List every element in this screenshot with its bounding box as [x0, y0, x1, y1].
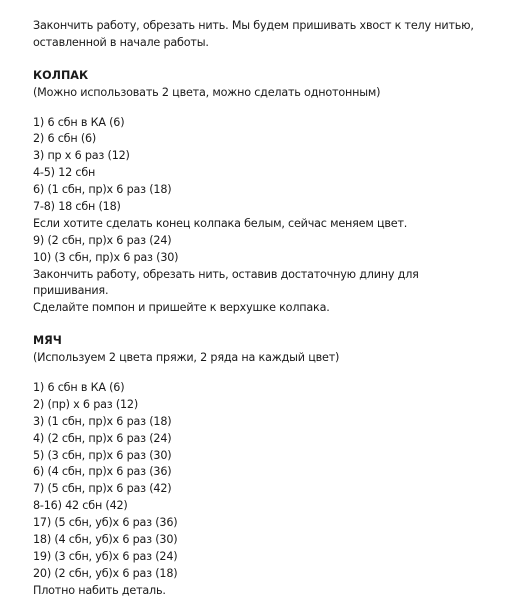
pattern-row: 4) (2 сбн, пр)х 6 раз (24) [33, 431, 172, 445]
pattern-row: 18) (4 сбн, уб)х 6 раз (30) [33, 533, 178, 547]
intro-paragraph [33, 18, 473, 52]
pattern-note: пришивания. [33, 284, 109, 298]
pattern-row: 4-5) 12 сбн [33, 166, 96, 180]
ball-title: МЯЧ [33, 334, 62, 348]
pattern-row: 10) (3 сбн, пр)х 6 раз (30) [33, 250, 179, 264]
intro-line: оставленной в начале работы. [33, 35, 209, 49]
pattern-row: 7) (5 сбн, пр)х 6 раз (42) [33, 482, 172, 496]
pattern-note: Сделайте помпон и пришейте к верхушке колпака. [33, 301, 330, 315]
ball-section [33, 333, 473, 599]
pattern-row: 5) (3 сбн, пр)х 6 раз (30) [33, 448, 172, 462]
hat-subtitle: (Можно использовать 2 цвета, можно сделать однотонным) [33, 85, 381, 99]
hat-title: КОЛПАК [33, 68, 89, 82]
ball-subtitle: (Используем 2 цвета пряжи, 2 ряда на каждый цвет) [33, 351, 340, 365]
pattern-row: 3) пр х 6 раз (12) [33, 149, 130, 163]
document-page [33, 18, 473, 600]
pattern-row: 1) 6 сбн в КА (6) [33, 115, 125, 129]
pattern-row: 2) 6 сбн (6) [33, 132, 97, 146]
pattern-row: 19) (3 сбн, уб)х 6 раз (24) [33, 549, 178, 563]
pattern-note: Если хотите сделать конец колпака белым, сейчас меняем цвет. [33, 216, 408, 230]
ball-rows [33, 380, 473, 600]
pattern-row: 20) (2 сбн, уб)х 6 раз (18) [33, 566, 178, 580]
hat-section [33, 68, 473, 317]
pattern-row: 6) (1 сбн, пр)х 6 раз (18) [33, 183, 172, 197]
pattern-row: 9) (2 сбн, пр)х 6 раз (24) [33, 233, 172, 247]
pattern-row: 2) (пр) х 6 раз (12) [33, 397, 139, 411]
pattern-row: 17) (5 сбн, уб)х 6 раз (36) [33, 516, 178, 530]
pattern-note: Закончить работу, обрезать нить, оставив достаточную длину для [33, 267, 419, 281]
pattern-note: Плотно набить деталь. [33, 583, 166, 597]
pattern-row: 8-16) 42 сбн (42) [33, 499, 128, 513]
intro-line: Закончить работу, обрезать нить. Мы будем пришивать хвост к телу нитью, [33, 19, 474, 32]
pattern-row: 7-8) 18 сбн (18) [33, 200, 121, 214]
pattern-row: 1) 6 сбн в КА (6) [33, 381, 125, 395]
pattern-row: 6) (4 сбн, пр)х 6 раз (36) [33, 465, 172, 479]
hat-rows [33, 115, 473, 318]
pattern-row: 3) (1 сбн, пр)х 6 раз (18) [33, 414, 172, 428]
